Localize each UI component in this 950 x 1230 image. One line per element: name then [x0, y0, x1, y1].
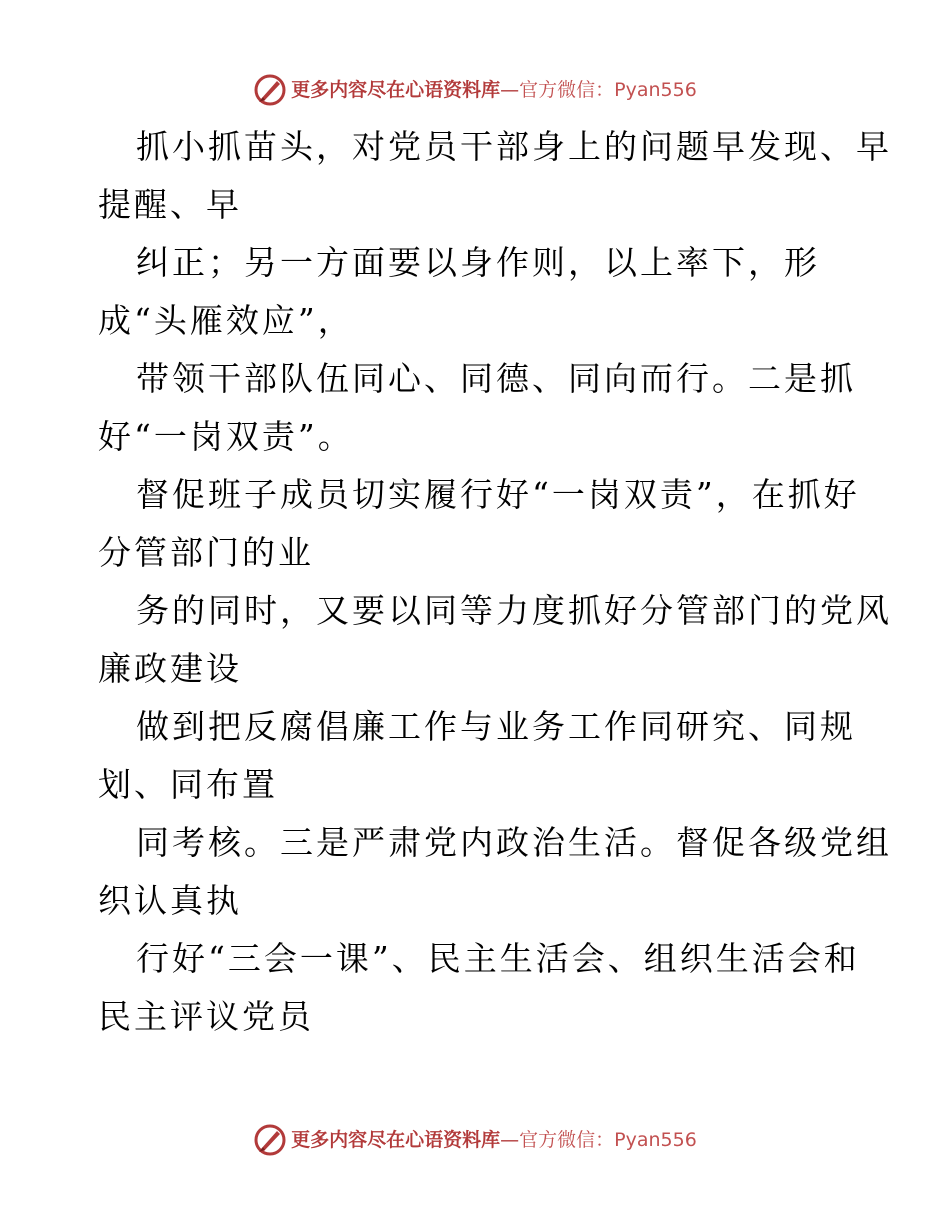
paragraph-line: 民主评议党员 — [98, 997, 314, 1036]
banner-separator: — — [500, 79, 520, 101]
paragraph-line: 提醒、早 — [98, 185, 242, 224]
quill-logo-icon — [253, 1123, 287, 1157]
paragraph-line: 督促班子成员切实履行好“一岗双责”，在抓好 — [136, 475, 860, 514]
paragraph-line: 好“一岗双责”。 — [98, 417, 354, 456]
paragraph-line: 同考核。三是严肃党内政治生活。督促各级党组 — [136, 823, 892, 862]
paragraph-line: 带领干部队伍同心、同德、同向而行。二是抓 — [136, 359, 856, 398]
paragraph-line: 分管部门的业 — [98, 533, 314, 572]
banner-wechat-handle: 官方微信：Pyan556 — [519, 79, 697, 101]
quill-logo-icon — [253, 73, 287, 107]
banner-separator: — — [500, 1129, 520, 1151]
header-banner — [0, 70, 950, 110]
paragraph-line: 划、同布置 — [98, 765, 278, 804]
document-body — [98, 118, 892, 1046]
banner-wechat-handle: 官方微信：Pyan556 — [519, 1129, 697, 1151]
paragraph-line: 抓小抓苗头，对党员干部身上的问题早发现、早 — [136, 127, 892, 166]
paragraph-line: 做到把反腐倡廉工作与业务工作同研究、同规 — [136, 707, 856, 746]
paragraph-line: 纠正；另一方面要以身作则，以上率下，形 — [136, 243, 820, 282]
banner-title: 更多内容尽在心语资料库 — [291, 1129, 501, 1151]
banner-title: 更多内容尽在心语资料库 — [291, 79, 501, 101]
paragraph-line: 行好“三会一课”、民主生活会、组织生活会和 — [136, 939, 860, 978]
footer-banner — [0, 1120, 950, 1160]
paragraph-line: 成“头雁效应”， — [98, 301, 354, 340]
paragraph-line: 织认真执 — [98, 881, 242, 920]
paragraph-line: 廉政建设 — [98, 649, 242, 688]
paragraph-line: 务的同时，又要以同等力度抓好分管部门的党风 — [136, 591, 892, 630]
